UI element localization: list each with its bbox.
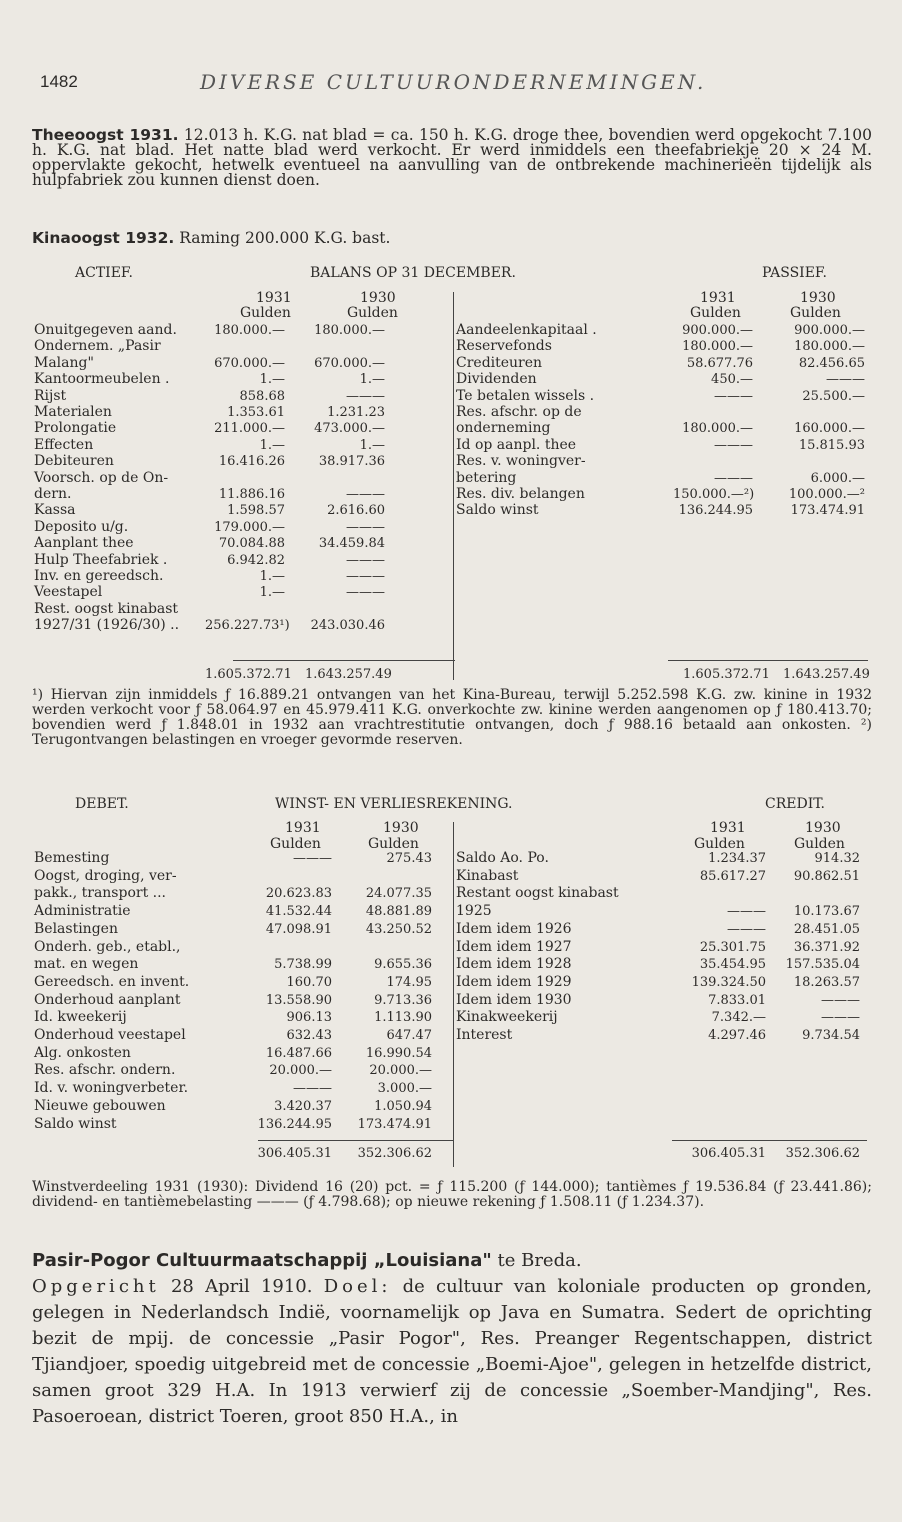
ledger-row-label: Inv. en gereedsch. [34,568,164,584]
winst-right-unit1: Gulden [694,836,745,852]
ledger-row-label: Voorsch. op de On- [34,469,169,486]
running-title: DIVERSE CULTUURONDERNEMINGEN. [200,70,707,94]
winst-right-year2: 1930 [805,820,841,836]
ledger-row-label: Id op aanpl. thee [456,436,577,453]
ledger-row-value-1931: 11.886.16 [218,487,285,502]
ledger-row-label: betering [456,469,517,486]
winst-divider [453,822,454,1167]
page-header [40,68,862,98]
ledger-row-label: Idem idem 1926 [456,920,572,937]
ledger-row-label: Effecten [34,436,94,453]
ledger-row-value-1931: 70.084.88 [218,536,285,552]
ledger-row-value-1930: 9.734.54 [802,1028,860,1043]
ledger-row-value-1931: 47.098.91 [265,921,332,937]
ledger-row-label: Idem idem 1929 [456,973,572,990]
ledger-row-value-1930: 174.95 [386,974,432,990]
ledger-row-value-1930: 9.713.36 [374,992,432,1008]
ledger-row-value-1931: 1.— [259,569,285,584]
ledger-row-value-1930: 90.862.51 [793,868,860,884]
ledger-row-value-1930: ——— [821,992,860,1008]
winst-right-total-1930: 352.306.62 [785,1146,860,1161]
ledger-row-label: Belastingen [34,920,118,937]
ledger-row-value-1931: 1.234.37 [708,851,766,866]
ledger-row-label: Administratie [34,903,131,920]
ledger-row-value-1930: 16.990.54 [365,1045,432,1061]
ledger-row-value-1930: 10.173.67 [793,904,860,920]
louisiana-section [32,1248,872,1430]
ledger-row-label: onderneming [456,420,551,437]
louisiana-body: de cultuur van koloniale producten op gronden, gelegen in Nederlandsch Indië, voornamelijk op Java en Sumatra. Sedert de oprichting bezit de mpij. de concessie „Pasir Pogor", Res. Preanger Regentschappen, district Tjiandjoer, spoedig uitgebreid met de concessie „Boemi-Ajoe", gelegen in hetzelfde district, samen groot 329 H.A. In 1913 verwierf zij de concessie „Soember-Mandjing", Res. Pasoeroean, district Toeren, groot 850 H.A., in [32,1276,872,1427]
ledger-row-label: Restant oogst kinabast [456,885,619,902]
ledger-row-label: Deposito u/g. [34,518,129,535]
ledger-row-value-1930: 25.500.— [802,388,865,404]
ledger-row-value-1931: 211.000.— [214,421,285,437]
ledger-row-label: Rijst [34,387,67,404]
ledger-row-value-1930: 670.000.— [314,355,385,371]
ledger-row-label: Idem idem 1930 [456,991,572,1008]
ledger-row-value-1930: ——— [346,585,385,601]
ledger-row-label: Kantoormeubelen . [34,371,170,388]
ledger-row-label: Reservefonds [456,338,552,355]
ledger-row-value-1931: 41.532.44 [265,904,332,920]
winst-left-unit2: Gulden [368,836,419,852]
ledger-row-value-1930: 1.— [359,372,385,388]
balans-divider [453,292,454,680]
ledger-row-label: Nieuwe gebouwen [34,1097,166,1114]
ledger-row-value-1931: 20.623.83 [265,886,332,902]
ledger-row-label: Prolongatie [34,420,117,437]
balans-right-year1: 1931 [700,290,736,306]
balans-right-total-rule [668,660,868,661]
winst-left-total-1930: 352.306.62 [357,1146,432,1161]
ledger-row-value-1930: 157.535.04 [785,957,860,973]
ledger-row-value-1931: ——— [293,1081,332,1097]
ledger-row-value-1930: ——— [826,372,865,388]
ledger-row-value-1931: 136.244.95 [257,1116,332,1132]
ledger-row-value-1930: 1.— [359,437,385,453]
winst-left-year2: 1930 [383,820,419,836]
ledger-row-value-1931: 180.000.— [682,421,753,437]
ledger-row-label: Interest [456,1027,513,1043]
ledger-row-value-1931: 150.000.—²) [673,487,755,502]
ledger-row-value-1931: 58.677.76 [686,355,753,371]
ledger-row-label: Onuitgegeven aand. [34,322,177,338]
winst-left-title: DEBET. [75,796,129,812]
ledger-row-label: Id. v. woningverbeter. [34,1080,189,1097]
ledger-row-value-1930: 173.474.91 [357,1116,432,1132]
balans-left-total-rule [233,660,455,661]
ledger-row-value-1930: 18.263.57 [793,974,860,990]
ledger-row-value-1930: 1.231.23 [327,405,385,420]
ledger-row-label: Oogst, droging, ver- [34,867,177,884]
doel-label: Doel: [323,1276,392,1297]
balans-left-unit1: Gulden [240,305,291,321]
balans-left-year1: 1931 [256,290,292,306]
ledger-row-value-1931: 1.— [259,585,285,601]
ledger-row-value-1930: 1.113.90 [374,1010,432,1026]
winst-left-total-1931: 306.405.31 [257,1146,332,1161]
ledger-row-value-1930: 43.250.52 [365,921,432,937]
ledger-row-value-1931: 7.833.01 [708,992,766,1008]
ledger-row-value-1930: ——— [821,1010,860,1026]
opgericht-text: 28 April 1910. [170,1276,313,1297]
theeoogst-label: Theeoogst 1931. [32,126,179,144]
ledger-row-value-1931: 179.000.— [214,519,285,535]
balans-center-title: BALANS OP 31 DECEMBER. [310,265,516,281]
ledger-row-value-1931: 136.244.95 [678,503,753,519]
ledger-row-value-1931: ——— [714,388,753,404]
ledger-row-label: dern. [34,486,72,502]
ledger-row-value-1930: 243.030.46 [310,618,385,634]
company-title: Pasir-Pogor Cultuurmaatschappij „Louisiana" [32,1250,492,1271]
ledger-row-value-1930: ——— [346,388,385,404]
ledger-row-value-1930: 36.371.92 [793,939,860,955]
ledger-row-label: Onderhoud veestapel [34,1027,186,1043]
ledger-row-label: Veestapel [34,584,103,601]
theeoogst-paragraph [32,128,872,188]
page-number: 1482 [40,72,78,91]
ledger-row-label: Saldo winst [34,1115,117,1132]
ledger-row-value-1931: 35.454.95 [699,957,766,973]
ledger-row-label: Crediteuren [456,354,543,371]
ledger-row-label: Kassa [34,502,76,519]
ledger-row-label: Te betalen wissels . [456,387,595,404]
balans-right-total-1930: 1.643.257.49 [783,667,870,682]
ledger-row-label: Res. afschr. ondern. [34,1062,176,1079]
ledger-row-value-1931: 632.43 [286,1028,332,1043]
ledger-row-value-1931: 85.617.27 [699,868,766,884]
balans-left-title: ACTIEF. [75,265,133,281]
ledger-row-value-1930: 15.815.93 [798,437,865,453]
ledger-row-value-1931: 16.416.26 [218,454,285,470]
ledger-row-value-1930: 180.000.— [314,323,385,338]
ledger-row-label: Res. afschr. op de [456,404,582,420]
ledger-row-label: Hulp Theefabriek . [34,551,168,568]
ledger-row-label: Res. div. belangen [456,486,585,502]
ledger-row-value-1930: 900.000.— [794,323,865,338]
ledger-row-value-1930: 9.655.36 [374,957,432,973]
balans-right-year2: 1930 [800,290,836,306]
ledger-row-value-1930: 100.000.—² [788,487,865,502]
ledger-row-value-1930: 48.881.89 [365,904,432,920]
ledger-row-value-1930: 20.000.— [369,1063,432,1079]
ledger-row-value-1930: 473.000.— [314,421,385,437]
ledger-row-value-1931: ——— [293,851,332,866]
balans-left-unit2: Gulden [347,305,398,321]
ledger-row-label: Saldo Ao. Po. [456,850,549,866]
theeoogst-text: 12.013 h. K.G. nat blad = ca. 150 h. K.G. droge thee, bovendien werd opgekocht 7.100 h. K.G. nat blad. Het natte blad werd verkocht. Er werd inmiddels een theefabriekje 20 × 24 M. oppervlakte gekocht, hetwelk eventueel na aanvulling van de ontbrekende machinerieën tijdelijk als hulpfabriek zou kunnen dienst doen. [32,126,872,189]
winst-left-year1: 1931 [285,820,321,836]
ledger-row-label: Onderhoud aanplant [34,991,181,1008]
ledger-row-label: Aanplant thee [34,535,134,552]
ledger-row-value-1931: 5.738.99 [274,957,332,973]
kinaoogst-text: Raming 200.000 K.G. bast. [179,229,391,247]
winst-left-unit1: Gulden [270,836,321,852]
winst-right-unit2: Gulden [794,836,845,852]
balans-footnote: ¹) Hiervan zijn inmiddels ƒ 16.889.21 ontvangen van het Kina-Bureau, terwijl 5.252.598 K.G. zw. kinine in 1932 werden verkocht voor ƒ 58.064.97 en 45.979.411 K.G. onverkochte zw. kinine werden aangenomen op ƒ 180.413.70; bovendien werd ƒ 1.848.01 in 1932 aan vrachtrestitutie ontvangen, doch ƒ 988.16 betaald aan onkosten. ²) Terugontvangen belastingen en vroeger gevormde reserven. [32,687,872,748]
ledger-row-label: Idem idem 1928 [456,956,572,973]
ledger-row-value-1931: 906.13 [286,1010,332,1026]
ledger-row-value-1930: ——— [346,519,385,535]
ledger-row-value-1930: 6.000.— [810,470,865,486]
ledger-row-value-1931: 670.000.— [214,355,285,371]
ledger-row-value-1931: 160.70 [286,974,332,990]
ledger-row-value-1931: 858.68 [239,388,285,404]
winstverdeeling-paragraph: Winstverdeeling 1931 (1930): Dividend 16 (20) pct. = ƒ 115.200 (ƒ 144.000); tantièmes ƒ 19.536.84 (ƒ 23.441.86); dividend- en tantièmebelasting ——— (ƒ 4.798.68); op nieuwe rekening ƒ 1.508.11 (ƒ 1.234.37). [32,1179,872,1210]
ledger-row-label: Res. v. woningver- [456,453,586,470]
ledger-row-label: Alg. onkosten [34,1044,131,1061]
ledger-row-label: Dividenden [456,371,537,388]
ledger-row-value-1931: 13.558.90 [265,992,332,1008]
ledger-row-label: Kinakweekerij [456,1009,558,1026]
ledger-row-value-1930: ——— [346,569,385,584]
ledger-row-label: Bemesting [34,850,110,866]
ledger-row-value-1931: 180.000.— [214,323,285,338]
ledger-row-label: Idem idem 1927 [456,938,572,955]
winst-right-total-rule [672,1140,867,1141]
balans-right-title: PASSIEF. [762,265,827,281]
ledger-row-label: Debiteuren [34,453,114,470]
ledger-row-value-1931: ——— [714,470,753,486]
ledger-row-value-1930: 38.917.36 [318,454,385,470]
ledger-row-value-1931: 450.— [711,372,753,388]
ledger-row-value-1930: ——— [346,487,385,502]
ledger-row-label: 1925 [456,903,492,920]
ledger-row-value-1931: 1.353.61 [227,405,285,420]
ledger-row-value-1930: 275.43 [386,851,432,866]
winst-right-title: CREDIT. [765,796,825,812]
winst-left-total-rule [258,1140,453,1141]
balans-right-total-1931: 1.605.372.71 [683,667,770,682]
ledger-row-label: Rest. oogst kinabast [34,600,179,617]
balans-right-unit2: Gulden [790,305,841,321]
winst-right-total-1931: 306.405.31 [691,1146,766,1161]
ledger-row-value-1930: 180.000.— [794,339,865,355]
ledger-row-label: Kinabast [456,867,519,884]
ledger-row-value-1931: 180.000.— [682,339,753,355]
ledger-row-label: Gereedsch. en invent. [34,973,190,990]
ledger-row-value-1930: ——— [346,552,385,568]
ledger-row-value-1930: 24.077.35 [365,886,432,902]
ledger-row-value-1930: 173.474.91 [790,503,865,519]
ledger-row-label: pakk., transport ... [34,885,167,902]
ledger-row-value-1930: 3.000.— [377,1081,432,1097]
ledger-row-value-1931: 1.— [259,437,285,453]
company-title-suffix: te Breda. [497,1250,582,1271]
ledger-row-label: 1927/31 (1926/30) .. [34,617,180,634]
balans-left-total-1930: 1.643.257.49 [305,667,392,682]
winst-right-year1: 1931 [710,820,746,836]
ledger-row-label: Saldo winst [456,502,539,519]
ledger-row-value-1930: 1.050.94 [374,1098,432,1114]
ledger-row-label: mat. en wegen [34,956,139,973]
ledger-row-value-1930: 647.47 [386,1028,432,1043]
ledger-row-value-1931: 6.942.82 [227,552,285,568]
ledger-row-value-1931: 16.487.66 [265,1045,332,1061]
ledger-row-value-1931: 900.000.— [682,323,753,338]
kinaoogst-paragraph [32,231,872,246]
winst-center-title: WINST- EN VERLIESREKENING. [275,796,513,812]
ledger-row-value-1931: 25.301.75 [699,939,766,955]
ledger-row-value-1931: 4.297.46 [708,1028,766,1043]
balans-right-unit1: Gulden [690,305,741,321]
ledger-row-value-1931: 7.342.— [711,1010,766,1026]
ledger-row-label: Onderh. geb., etabl., [34,938,181,955]
ledger-row-label: Id. kweekerij [34,1009,127,1026]
ledger-row-value-1930: 28.451.05 [793,921,860,937]
ledger-row-value-1931: ——— [714,437,753,453]
ledger-row-value-1930: 914.32 [814,851,860,866]
ledger-row-label: Malang" [34,354,94,371]
opgericht-label: Opgericht [32,1276,160,1297]
kinaoogst-label: Kinaoogst 1932. [32,229,175,247]
ledger-row-value-1931: ——— [727,904,766,920]
ledger-row-value-1931: ——— [727,921,766,937]
ledger-row-value-1931: 139.324.50 [691,974,766,990]
ledger-row-value-1931: 256.227.73¹) [205,618,290,634]
ledger-row-label: Aandeelenkapitaal . [456,322,597,338]
balans-left-total-1931: 1.605.372.71 [205,667,292,682]
ledger-row-value-1930: 82.456.65 [798,355,865,371]
ledger-row-value-1930: 2.616.60 [327,503,385,519]
ledger-row-label: Ondernem. „Pasir [34,338,161,355]
ledger-row-value-1931: 20.000.— [269,1063,332,1079]
ledger-row-label: Materialen [34,404,112,420]
ledger-row-value-1931: 1.598.57 [227,503,285,519]
ledger-row-value-1931: 1.— [259,372,285,388]
ledger-row-value-1930: 34.459.84 [318,536,385,552]
ledger-row-value-1930: 160.000.— [794,421,865,437]
ledger-row-value-1931: 3.420.37 [274,1098,332,1114]
balans-left-year2: 1930 [360,290,396,306]
